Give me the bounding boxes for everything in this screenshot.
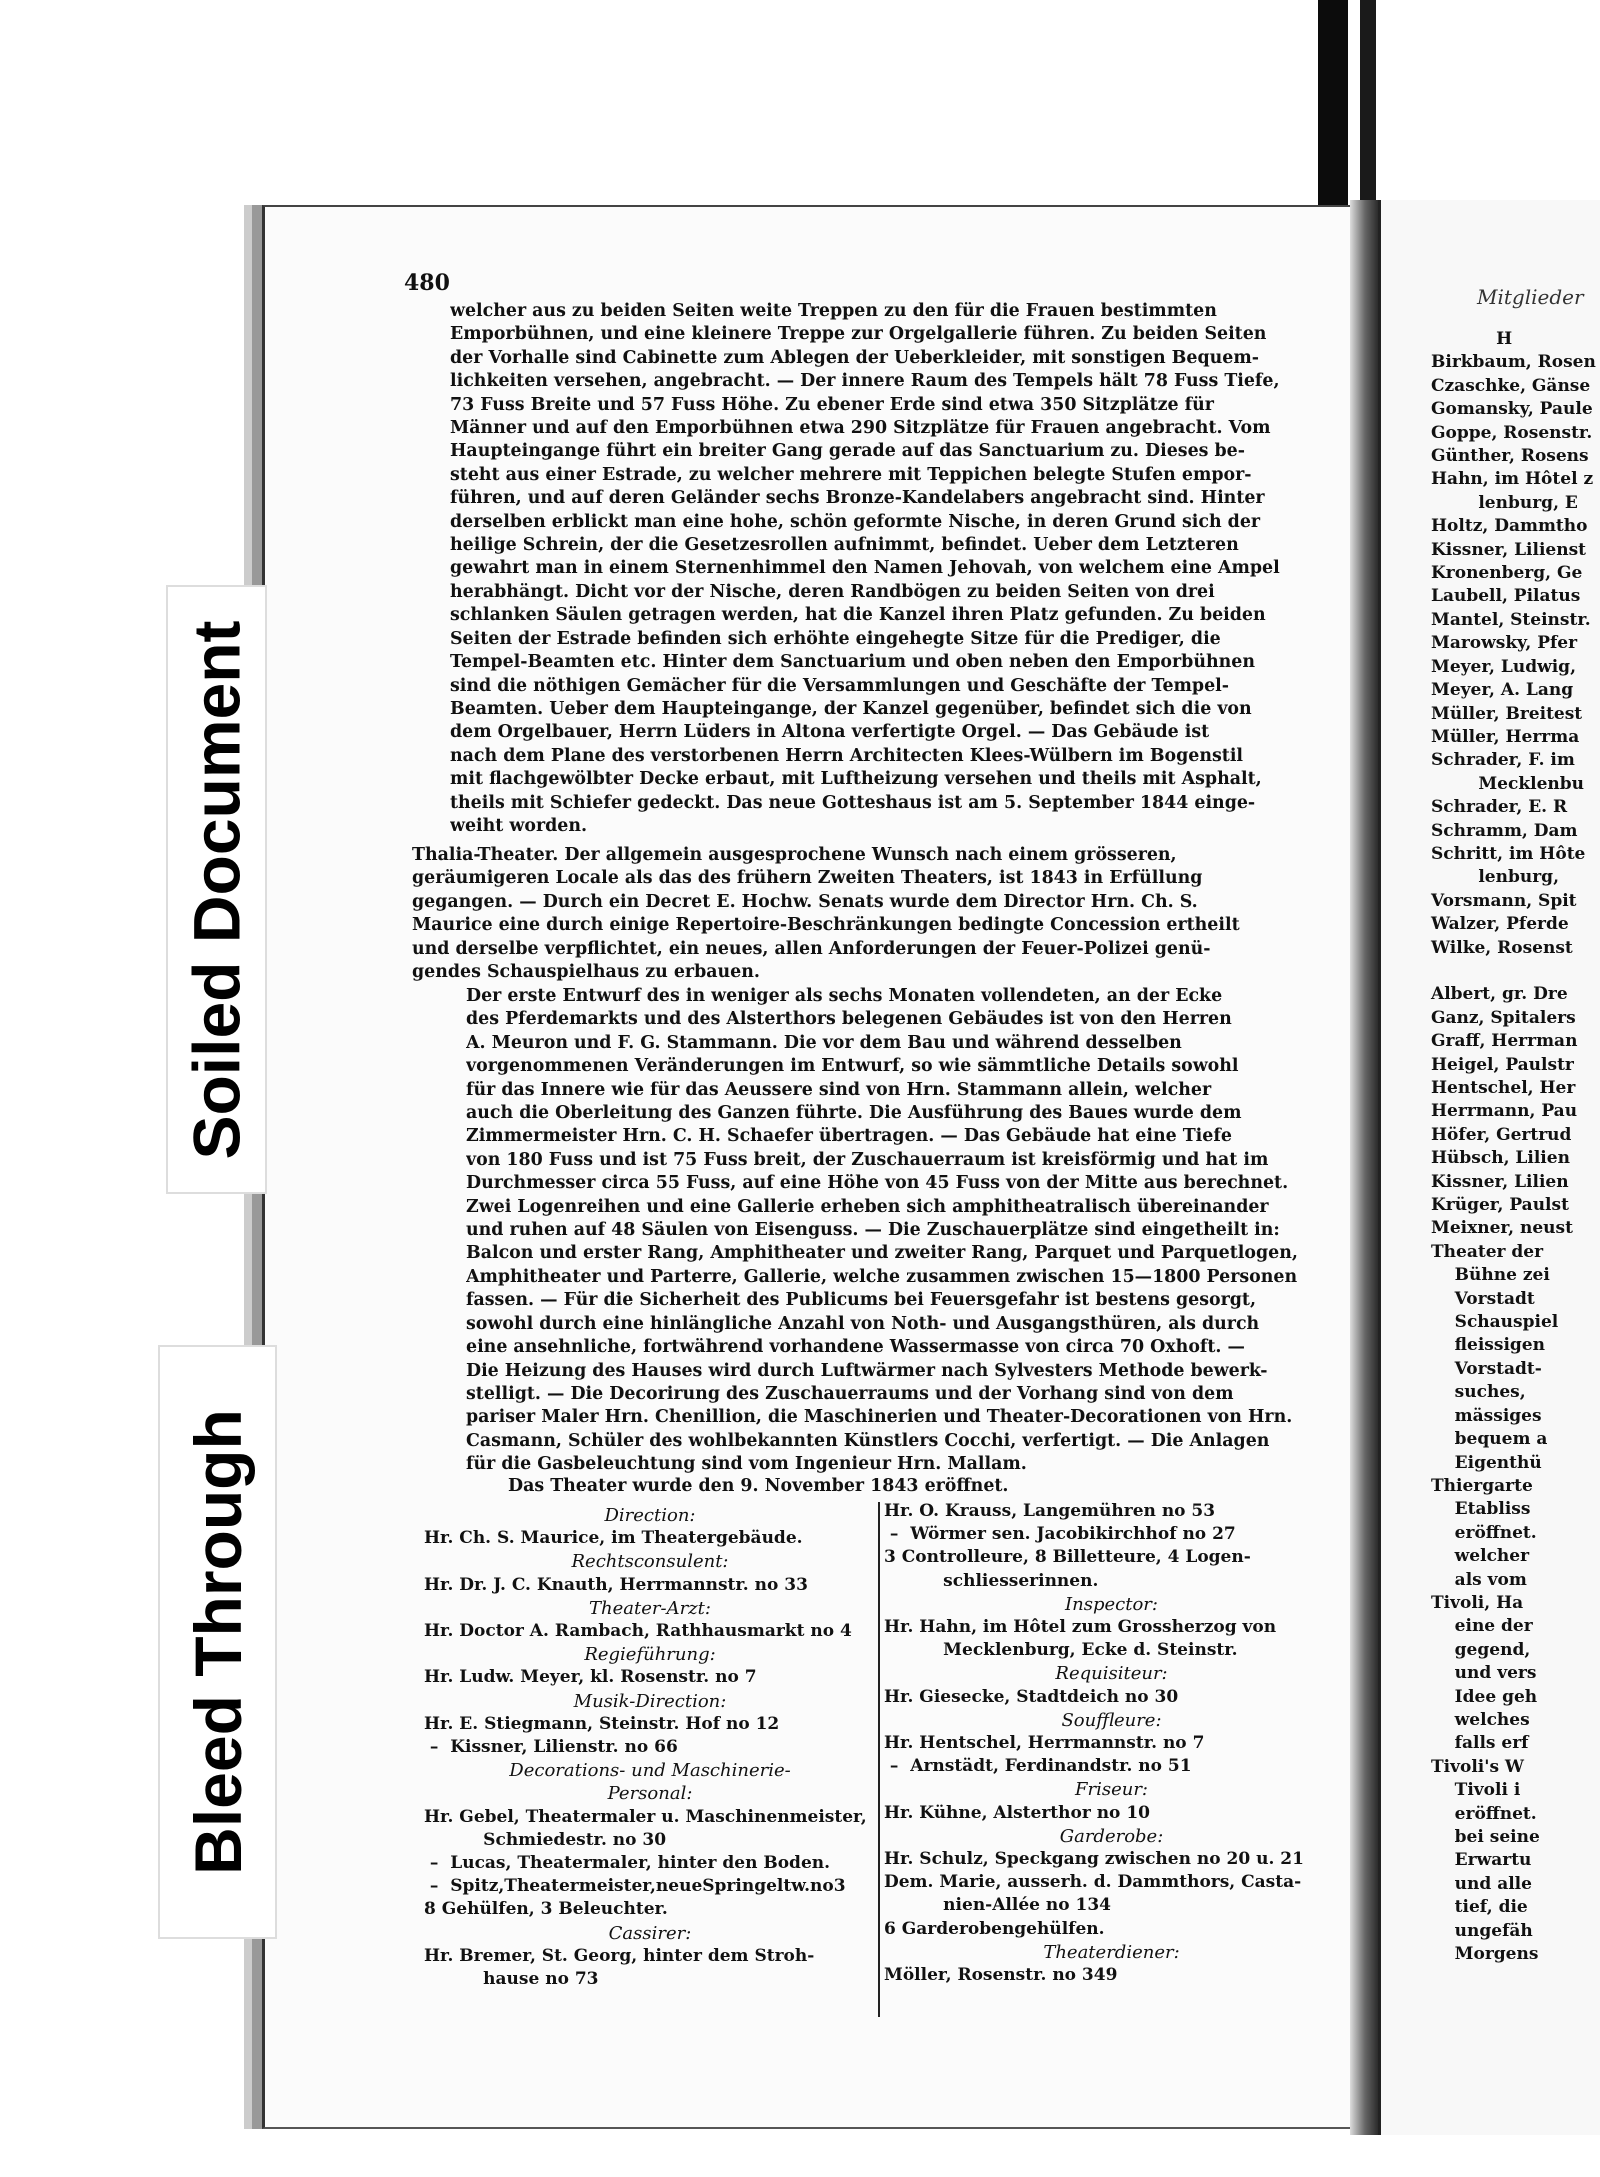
member-entry: lenburg, bbox=[1431, 867, 1559, 888]
staff-entry: Hr. Gebel, Theatermaler u. Maschinenmeister, bbox=[424, 1806, 867, 1827]
member-entry: eröffnet. bbox=[1431, 1803, 1537, 1824]
text-line: welcher aus zu beiden Seiten weite Treppen zu den für die Frauen bestimmten bbox=[450, 301, 1217, 321]
member-entry: Goppe, Rosenstr. bbox=[1431, 422, 1593, 443]
staff-entry: hause no 73 bbox=[424, 1969, 599, 1990]
text-line: A. Meuron und F. G. Stammann. Die vor dem Bau und während desselben bbox=[466, 1032, 1182, 1053]
member-entry: tief, die bbox=[1431, 1897, 1528, 1918]
column-divider bbox=[878, 1502, 880, 2017]
text-line: Männer und auf den Emporbühnen etwa 290 Sitzplätze für Frauen angebracht. Vom bbox=[450, 418, 1271, 439]
right-page bbox=[1378, 200, 1600, 2135]
member-entry: ungefäh bbox=[1431, 1920, 1533, 1941]
staff-entry: 8 Gehülfen, 3 Beleuchter. bbox=[424, 1899, 668, 1920]
member-entry: Mecklenbu bbox=[1431, 773, 1584, 794]
page-number: 480 bbox=[404, 270, 450, 296]
staff-entry: – Lucas, Theatermaler, hinter den Boden. bbox=[424, 1853, 831, 1874]
member-entry: Tivoli, Ha bbox=[1431, 1592, 1524, 1613]
member-entry: Krüger, Paulst bbox=[1431, 1195, 1569, 1216]
member-entry: Theater der bbox=[1431, 1241, 1544, 1262]
member-entry: Schrader, E. R bbox=[1431, 797, 1568, 818]
member-entry: welcher bbox=[1431, 1546, 1535, 1567]
member-entry: Morgens bbox=[1431, 1944, 1539, 1965]
text-line: Haupteingange führt ein breiter Gang gerade auf das Sanctuarium zu. Dieses be- bbox=[450, 441, 1245, 462]
section-heading: Friseur: bbox=[1074, 1779, 1148, 1801]
staff-list-left bbox=[424, 1504, 876, 1991]
member-entry: Walzer, Pferde bbox=[1431, 914, 1569, 935]
member-entry: Vorsmann, Spit bbox=[1431, 890, 1577, 911]
text-line: Casmann, Schüler des wohlbekannten Künstlers Cocchi, verfertigt. — Die Anlagen bbox=[466, 1430, 1270, 1451]
member-entry: Laubell, Pilatus bbox=[1431, 586, 1581, 607]
member-entry: Marowsky, Pfer bbox=[1431, 633, 1578, 654]
text-line: Seiten der Estrade befinden sich erhöhte eingehegte Sitze für die Prediger, die bbox=[450, 628, 1221, 649]
staff-entry: – Kissner, Lilienstr. no 66 bbox=[424, 1737, 678, 1758]
staff-entry: Hr. Schulz, Speckgang zwischen no 20 u. 21 bbox=[884, 1849, 1304, 1870]
member-entry: Idee geh bbox=[1431, 1686, 1538, 1707]
staff-entry: – Spitz,Theatermeister,neueSpringeltw.no3 bbox=[424, 1876, 846, 1897]
staff-entry: Hr. O. Krauss, Langemühren no 53 bbox=[884, 1501, 1216, 1521]
right-page-list bbox=[1431, 328, 1600, 1966]
member-entry: Kronenberg, Ge bbox=[1431, 563, 1583, 584]
member-entry: Holtz, Dammtho bbox=[1431, 516, 1588, 537]
staff-entry: Hr. Ch. S. Maurice, im Theatergebäude. bbox=[424, 1528, 803, 1549]
text-line: der Vorhalle sind Cabinette zum Ablegen der Ueberkleider, mit sonstigen Bequem- bbox=[450, 347, 1259, 368]
member-entry: Meixner, neust bbox=[1431, 1218, 1573, 1239]
text-line: Balcon und erster Rang, Amphitheater und zweiter Rang, Parquet und Parquetlogen, bbox=[466, 1243, 1298, 1264]
text-line: des Pferdemarkts und des Alsterthors belegenen Gebäudes ist von den Herren bbox=[466, 1009, 1232, 1030]
text-line: geräumigeren Locale als das des frühern Zweiten Theaters, ist 1843 in Erfüllung bbox=[412, 868, 1203, 889]
text-line: Tempel-Beamten etc. Hinter dem Sanctuarium und oben neben den Emporbühnen bbox=[450, 652, 1255, 673]
text-line: Thalia-Theater. Der allgemein ausgesprochene Wunsch nach einem grösseren, bbox=[412, 845, 1177, 865]
section-heading: Direction: bbox=[604, 1505, 696, 1526]
section-heading: Inspector: bbox=[1065, 1593, 1158, 1615]
member-entry: Etabliss bbox=[1431, 1499, 1531, 1520]
member-entry: Eigenthü bbox=[1431, 1452, 1542, 1473]
soiled-document-stamp: Soiled Document bbox=[166, 585, 267, 1194]
member-entry: welches bbox=[1431, 1709, 1530, 1730]
member-entry: und vers bbox=[1431, 1663, 1537, 1684]
text-line: herabhängt. Dicht vor der Nische, deren Randbögen zu beiden Seiten von drei bbox=[450, 581, 1215, 602]
text-line: führen, und auf deren Geländer sechs Bronze-Kandelabers angebracht sind. Hinter bbox=[450, 488, 1265, 509]
member-entry: Kissner, Lilien bbox=[1431, 1171, 1569, 1192]
member-entry: mässiges bbox=[1431, 1405, 1542, 1426]
text-line: Beamten. Ueber dem Haupteingange, der Kanzel gegenüber, befindet sich die von bbox=[450, 698, 1252, 719]
staff-entry: Hr. Hahn, im Hôtel zum Grossherzog von bbox=[884, 1617, 1277, 1638]
member-entry: als vom bbox=[1431, 1569, 1533, 1590]
member-entry: Hentschel, Her bbox=[1431, 1078, 1576, 1098]
right-page-header: Mitglieder bbox=[1477, 285, 1584, 309]
member-entry: Erwartu bbox=[1431, 1850, 1532, 1871]
member-entry: Thiergarte bbox=[1431, 1475, 1533, 1496]
member-entry: Gomansky, Paule bbox=[1431, 399, 1593, 420]
text-line: weiht worden. bbox=[450, 815, 588, 836]
staff-entry: 6 Garderobengehülfen. bbox=[884, 1918, 1105, 1939]
member-entry: Bühne zei bbox=[1431, 1265, 1550, 1286]
staff-entry: Mecklenburg, Ecke d. Steinstr. bbox=[884, 1640, 1238, 1661]
member-entry: Wilke, Rosenst bbox=[1431, 937, 1573, 958]
section-heading: Personal: bbox=[607, 1783, 693, 1805]
text-line: stelligt. — Die Decorirung des Zuschauerraums und der Vorhang sind von dem bbox=[466, 1383, 1234, 1404]
member-entry: bequem a bbox=[1431, 1429, 1548, 1450]
text-line: theils mit Schiefer gedeckt. Das neue Gotteshaus ist am 5. September 1844 einge- bbox=[450, 792, 1256, 813]
binding-strip-secondary bbox=[1360, 0, 1376, 215]
text-line: fassen. — Für die Sicherheit des Publicums bei Feuersgefahr ist bestens gesorgt, bbox=[466, 1290, 1256, 1311]
member-entry: Graff, Herrman bbox=[1431, 1031, 1578, 1052]
staff-entry: 3 Controlleure, 8 Billetteure, 4 Logen- bbox=[884, 1547, 1251, 1568]
text-line: Die Heizung des Hauses wird durch Luftwärmer nach Sylvesters Methode bewerk- bbox=[466, 1360, 1268, 1381]
staff-entry: Hr. Bremer, St. Georg, hinter dem Stroh- bbox=[424, 1945, 815, 1966]
member-entry: H bbox=[1431, 329, 1513, 349]
member-entry: bei seine bbox=[1431, 1827, 1540, 1847]
member-entry: Czaschke, Gänse bbox=[1431, 375, 1591, 396]
member-entry: Tivoli's W bbox=[1431, 1756, 1525, 1777]
staff-entry: Hr. Ludw. Meyer, kl. Rosenstr. no 7 bbox=[424, 1667, 757, 1688]
section-heading: Souffleure: bbox=[1061, 1709, 1162, 1731]
member-entry: Vorstadt- bbox=[1431, 1358, 1542, 1379]
text-line: Zimmermeister Hrn. C. H. Schaefer übertragen. — Das Gebäude hat eine Tiefe bbox=[466, 1126, 1232, 1147]
text-line: vorgenommenen Veränderungen im Entwurf, so wie sämmtliche Details sowohl bbox=[466, 1056, 1239, 1077]
staff-entry: – Wörmer sen. Jacobikirchhof no 27 bbox=[884, 1524, 1236, 1545]
member-entry: gegend, bbox=[1431, 1639, 1537, 1660]
thalia-theater-paragraph bbox=[412, 844, 1320, 984]
staff-entry: Hr. Kühne, Alsterthor no 10 bbox=[884, 1802, 1150, 1823]
member-entry: Müller, Breitest bbox=[1431, 703, 1583, 724]
text-line: sind die nöthigen Gemächer für die Versammlungen und Geschäfte der Tempel- bbox=[450, 675, 1229, 696]
member-entry: Herrmann, Pau bbox=[1431, 1101, 1578, 1122]
member-entry: Schritt, im Hôte bbox=[1431, 843, 1586, 864]
text-line: heilige Schrein, der die Gesetzesrollen aufnimmt, befindet. Ueber dem Letzteren bbox=[450, 535, 1239, 556]
text-line: für das Innere wie für das Aeussere sind von Hrn. Stammann allein, welcher bbox=[466, 1079, 1212, 1100]
text-line: dem Orgelbauer, Herrn Lüders in Altona verfertigte Orgel. — Das Gebäude ist bbox=[450, 722, 1210, 743]
text-line: und ruhen auf 48 Säulen von Eisenguss. — Die Zuschauerplätze sind eingetheilt in: bbox=[466, 1220, 1280, 1241]
text-line: derselben erblickt man eine hohe, schön geformte Nische, in deren Grund sich der bbox=[450, 511, 1261, 532]
text-line: gendes Schauspielhaus zu erbauen. bbox=[412, 962, 760, 983]
text-line: von 180 Fuss und ist 75 Fuss breit, der Zuschauerraum ist kreisförmig und hat im bbox=[466, 1149, 1269, 1170]
member-entry: Hübsch, Lilien bbox=[1431, 1148, 1570, 1169]
section-heading: Cassirer: bbox=[608, 1922, 692, 1944]
bleed-through-stamp: Bleed Through bbox=[158, 1345, 277, 1939]
member-entry: suches, bbox=[1431, 1382, 1532, 1403]
member-entry: fleissigen bbox=[1431, 1335, 1545, 1356]
staff-entry: Hr. Hentschel, Herrmannstr. no 7 bbox=[884, 1733, 1205, 1754]
text-line: steht aus einer Estrade, zu welcher mehrere mit Teppichen belegte Stufen empor- bbox=[450, 464, 1252, 485]
member-entry: Müller, Herrma bbox=[1431, 726, 1580, 747]
staff-entry: Hr. E. Stiegmann, Steinstr. Hof no 12 bbox=[424, 1713, 780, 1734]
section-heading: Theaterdiener: bbox=[1043, 1941, 1180, 1963]
text-line: und derselbe verpflichtet, ein neues, allen Anforderungen der Feuer-Polizei genü- bbox=[412, 938, 1211, 959]
member-entry: Vorstadt bbox=[1431, 1288, 1541, 1309]
text-line: Emporbühnen, und eine kleinere Treppe zur Orgelgallerie führen. Zu beiden Seiten bbox=[450, 324, 1267, 345]
text-line: nach dem Plane des verstorbenen Herrn Architecten Klees-Wülbern im Bogenstil bbox=[450, 745, 1244, 766]
member-entry: Hahn, im Hôtel z bbox=[1431, 469, 1594, 490]
staff-entry: schliesserinnen. bbox=[884, 1570, 1099, 1591]
member-entry: Günther, Rosens bbox=[1431, 446, 1589, 467]
text-line: mit flachgewölbter Decke erbaut, mit Luftheizung versehen und theils mit Asphalt, bbox=[450, 769, 1262, 790]
member-entry: Meyer, Ludwig, bbox=[1431, 656, 1576, 677]
section-heading: Theater-Arzt: bbox=[589, 1597, 711, 1619]
member-entry: Meyer, A. Lang bbox=[1431, 680, 1574, 701]
member-entry: und alle bbox=[1431, 1873, 1532, 1894]
member-entry: Albert, gr. Dre bbox=[1431, 984, 1568, 1005]
section-heading: Rechtsconsulent: bbox=[571, 1551, 729, 1573]
staff-entry: Dem. Marie, ausserh. d. Dammthors, Casta- bbox=[884, 1872, 1302, 1893]
member-entry: Tivoli i bbox=[1431, 1780, 1521, 1801]
staff-entry: – Arnstädt, Ferdinandstr. no 51 bbox=[884, 1756, 1192, 1777]
text-line: sowohl durch eine hinlängliche Anzahl von Noth- und Ausgangsthüren, als durch bbox=[466, 1313, 1260, 1334]
staff-entry: nien-Allée no 134 bbox=[884, 1895, 1111, 1916]
member-entry: Schramm, Dam bbox=[1431, 820, 1578, 841]
staff-entry: Hr. Dr. J. C. Knauth, Herrmannstr. no 33 bbox=[424, 1574, 808, 1595]
section-heading: Decorations- und Maschinerie- bbox=[509, 1760, 791, 1782]
member-entry: Höfer, Gertrud bbox=[1431, 1124, 1572, 1145]
text-line: 73 Fuss Breite und 57 Fuss Höhe. Zu ebener Erde sind etwa 350 Sitzplätze für bbox=[450, 394, 1214, 415]
text-line: Zwei Logenreihen und eine Gallerie erheben sich amphitheatralisch übereinander bbox=[466, 1196, 1269, 1217]
member-entry: falls erf bbox=[1431, 1733, 1529, 1754]
text-line: pariser Maler Hrn. Chenillion, die Maschinerien und Theater-Decorationen von Hrn. bbox=[466, 1407, 1293, 1428]
book-gutter bbox=[1350, 200, 1380, 2135]
member-entry: Birkbaum, Rosen bbox=[1431, 352, 1596, 373]
text-line: Amphitheater und Parterre, Gallerie, welche zusammen zwischen 15—1800 Personen bbox=[466, 1266, 1298, 1287]
member-entry: eröffnet. bbox=[1431, 1522, 1537, 1543]
member-entry: Kissner, Lilienst bbox=[1431, 539, 1587, 560]
member-entry: Schauspiel bbox=[1431, 1312, 1559, 1333]
text-line: Durchmesser circa 55 Fuss, auf eine Höhe von 45 Fuss von der Mitte aus berechnet. bbox=[466, 1173, 1289, 1194]
staff-list-right bbox=[884, 1500, 1339, 1987]
staff-entry: Schmiedestr. no 30 bbox=[424, 1829, 667, 1850]
text-line: eine ansehnliche, fortwährend vorhandene Wassermasse von circa 70 Oxhoft. — bbox=[466, 1337, 1245, 1358]
member-entry: eine der bbox=[1431, 1616, 1533, 1637]
staff-entry: Hr. Doctor A. Rambach, Rathhausmarkt no 4 bbox=[424, 1621, 852, 1642]
section-heading: Requisiteur: bbox=[1055, 1663, 1168, 1685]
text-line: Maurice eine durch einige Repertoire-Beschränkungen bedingte Concession ertheilt bbox=[412, 915, 1240, 936]
section-heading: Regieführung: bbox=[584, 1644, 716, 1666]
temple-paragraph bbox=[450, 300, 1320, 838]
opening-line: Das Theater wurde den 9. November 1843 eröffnet. bbox=[508, 1476, 1009, 1496]
text-line: gegangen. — Durch ein Decret E. Hochw. Senats wurde dem Director Hrn. Ch. S. bbox=[412, 891, 1198, 912]
section-heading: Musik-Direction: bbox=[573, 1690, 727, 1712]
member-entry: lenburg, E bbox=[1431, 492, 1578, 513]
building-description-paragraph bbox=[466, 985, 1336, 1477]
staff-entry: Hr. Giesecke, Stadtdeich no 30 bbox=[884, 1686, 1179, 1707]
text-line: Der erste Entwurf des in weniger als sechs Monaten vollendeten, an der Ecke bbox=[466, 986, 1223, 1006]
text-line: schlanken Säulen getragen werden, hat die Kanzel ihren Platz gefunden. Zu beiden bbox=[450, 605, 1266, 626]
member-entry: Ganz, Spitalers bbox=[1431, 1007, 1576, 1028]
member-entry: Schrader, F. im bbox=[1431, 750, 1575, 771]
section-heading: Garderobe: bbox=[1059, 1825, 1164, 1847]
text-line: für die Gasbeleuchtung sind vom Ingenieur Hrn. Mallam. bbox=[466, 1454, 1027, 1475]
member-entry bbox=[1431, 960, 1600, 983]
member-entry: Mantel, Steinstr. bbox=[1431, 609, 1591, 630]
text-line: lichkeiten versehen, angebracht. — Der innere Raum des Tempels hält 78 Fuss Tiefe, bbox=[450, 371, 1280, 392]
text-line: gewahrt man in einem Sternenhimmel den Namen Jehovah, von welchem eine Ampel bbox=[450, 558, 1280, 579]
staff-entry: Möller, Rosenstr. no 349 bbox=[884, 1965, 1118, 1986]
binding-strip bbox=[1318, 0, 1348, 215]
member-entry: Heigel, Paulstr bbox=[1431, 1054, 1574, 1075]
text-line: auch die Oberleitung des Ganzen führte. Die Ausführung des Baues wurde dem bbox=[466, 1103, 1242, 1124]
